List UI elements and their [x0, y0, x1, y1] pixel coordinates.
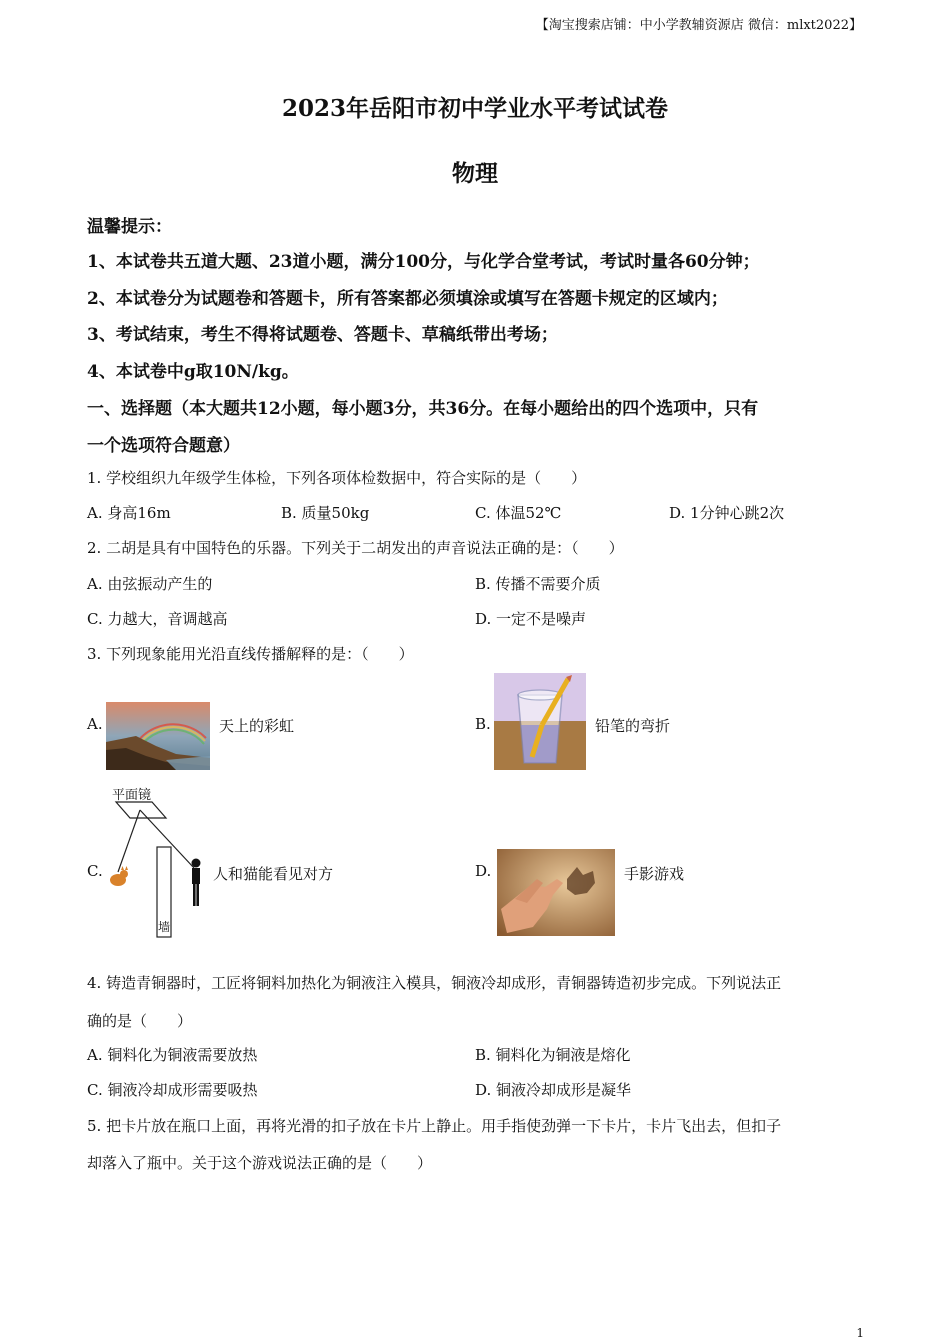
hand-shadow-image	[497, 849, 615, 936]
q1-stem: 1. 学校组织九年级学生体检，下列各项体检数据中，符合实际的是（ ）	[87, 469, 587, 487]
q3-option-a-text: 天上的彩虹	[219, 717, 295, 735]
section-heading-line2: 一个选项符合题意）	[87, 436, 240, 456]
tip-2: 2、本试卷分为试题卷和答题卡，所有答案都必须填涂或填写在答题卡规定的区域内；	[87, 289, 728, 309]
q3-option-b-text: 铅笔的弯折	[595, 717, 671, 735]
q3-option-c-label: C.	[87, 862, 103, 880]
q5-stem-line2: 却落入了瓶中。关于这个游戏说法正确的是（ ）	[87, 1154, 433, 1172]
pencil-in-water-image	[494, 673, 586, 770]
q3-option-d-label: D.	[475, 862, 492, 880]
exam-title: 2023年岳阳市初中学业水平考试试卷	[281, 95, 668, 122]
q3-option-a-label: A.	[87, 715, 103, 733]
q3-option-d-text: 手影游戏	[624, 865, 685, 883]
header-watermark: 【淘宝搜索店铺：中小学教辅资源店 微信：mlxt2022】	[535, 18, 862, 33]
q4-option-c: C. 铜液冷却成形需要吸热	[87, 1081, 258, 1099]
q3-option-b-label: B.	[475, 715, 491, 733]
q3-option-c-text: 人和猫能看见对方	[213, 865, 334, 883]
mirror-diagram	[104, 780, 210, 942]
q2-option-a: A. 由弦振动产生的	[87, 575, 213, 593]
q4-option-d: D. 铜液冷却成形是凝华	[475, 1081, 632, 1099]
tip-4: 4、本试卷中g取10N/kg。	[87, 362, 299, 382]
q3-stem: 3. 下列现象能用光沿直线传播解释的是：（ ）	[87, 645, 414, 663]
q1-option-d: D. 1分钟心跳2次	[669, 504, 785, 522]
q2-option-d: D. 一定不是噪声	[475, 610, 587, 628]
q1-option-a: A. 身高16m	[87, 504, 171, 522]
tip-3: 3、考试结束，考生不得将试题卷、答题卡、草稿纸带出考场；	[87, 325, 558, 345]
tips-heading: 温馨提示：	[87, 217, 172, 237]
subject-title: 物理	[452, 160, 498, 187]
page-number: 1	[856, 1326, 864, 1340]
q2-stem: 2. 二胡是具有中国特色的乐器。下列关于二胡发出的声音说法正确的是：（ ）	[87, 539, 624, 557]
q4-stem-line1: 4. 铸造青铜器时，工匠将铜料加热化为铜液注入模具，铜液冷却成形，青铜器铸造初步完成。下列说法正	[87, 974, 782, 992]
q4-option-a: A. 铜料化为铜液需要放热	[87, 1046, 258, 1064]
q4-option-b: B. 铜料化为铜液是熔化	[475, 1046, 631, 1064]
q1-option-b: B. 质量50kg	[281, 504, 370, 522]
section-heading-line1: 一、选择题（本大题共12小题，每小题3分，共36分。在每小题给出的四个选项中，只有	[87, 399, 759, 419]
mirror-label: 平面镜	[112, 788, 152, 803]
q5-stem-line1: 5. 把卡片放在瓶口上面，再将光滑的扣子放在卡片上静止。用手指使劲弹一下卡片，卡片飞出去，但扣子	[87, 1117, 782, 1135]
q2-option-c: C. 力越大，音调越高	[87, 610, 228, 628]
q4-stem-line2: 确的是（ ）	[87, 1012, 193, 1030]
q1-option-c: C. 体温52℃	[475, 504, 562, 522]
wall-label: 墙	[157, 920, 170, 934]
rainbow-image	[106, 702, 210, 770]
q2-option-b: B. 传播不需要介质	[475, 575, 601, 593]
tip-1: 1、本试卷共五道大题、23道小题，满分100分，与化学合堂考试，考试时量各60分钟；	[87, 252, 760, 272]
